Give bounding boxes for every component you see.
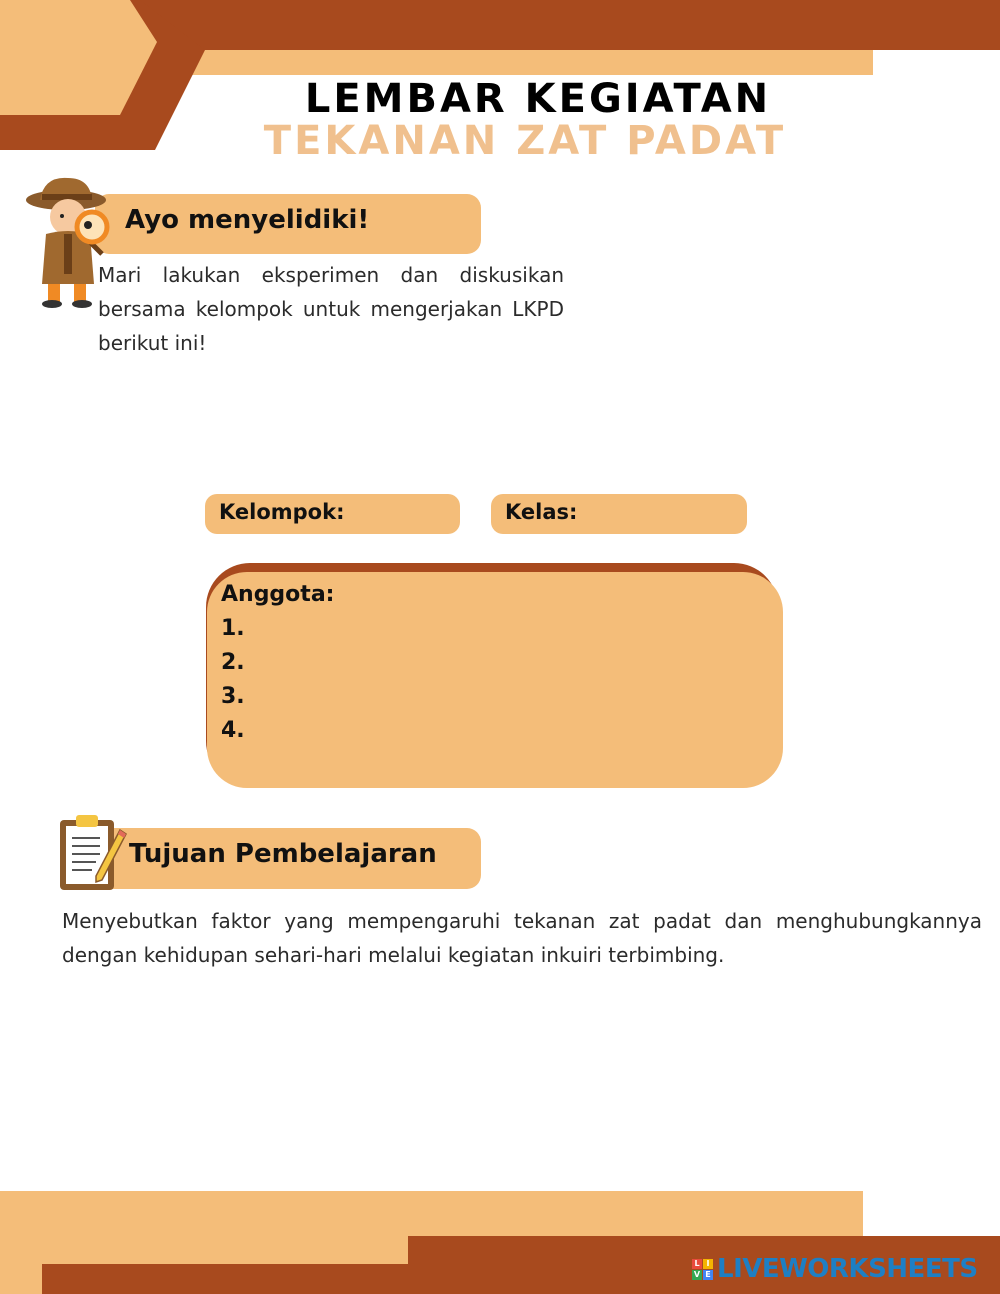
member-line[interactable]: 3. bbox=[221, 684, 245, 709]
member-line[interactable]: 1. bbox=[221, 616, 245, 641]
clipboard-icon bbox=[58, 812, 128, 892]
member-line[interactable]: 2. bbox=[221, 650, 245, 675]
logo-letter: V bbox=[693, 1269, 701, 1279]
anggota-label: Anggota: bbox=[221, 582, 335, 607]
header-dark-band bbox=[130, 0, 1000, 50]
member-line[interactable]: 4. bbox=[221, 718, 245, 743]
tujuan-heading: Tujuan Pembelajaran bbox=[95, 828, 481, 889]
logo-letter: I bbox=[703, 1259, 713, 1269]
anggota-box[interactable] bbox=[207, 572, 783, 788]
intro-text: Mari lakukan eksperimen dan diskusikan bersama kelompok untuk mengerjakan LKPD berikut ini! bbox=[98, 263, 564, 355]
logo-letter: E bbox=[703, 1270, 713, 1280]
liveworksheets-brand[interactable] bbox=[692, 1253, 978, 1285]
brand-name: LIVEWORKSHEETS bbox=[717, 1254, 978, 1284]
page-subtitle: TEKANAN ZAT PADAT bbox=[263, 118, 787, 164]
page-title: LEMBAR KEGIATAN bbox=[304, 76, 772, 122]
kelas-field[interactable]: Kelas: bbox=[491, 494, 747, 534]
logo-letter: L bbox=[692, 1259, 702, 1269]
kelompok-field[interactable]: Kelompok: bbox=[205, 494, 460, 534]
tujuan-text: Menyebutkan faktor yang mempengaruhi tekanan zat padat dan menghubungkannya dengan kehidupan sehari-hari melalui kegiatan inkuiri terbimbing. bbox=[62, 909, 982, 967]
intro-heading: Ayo menyelidiki! bbox=[95, 194, 481, 254]
header-light-band bbox=[180, 50, 873, 75]
liveworksheets-logo-icon bbox=[692, 1259, 713, 1280]
